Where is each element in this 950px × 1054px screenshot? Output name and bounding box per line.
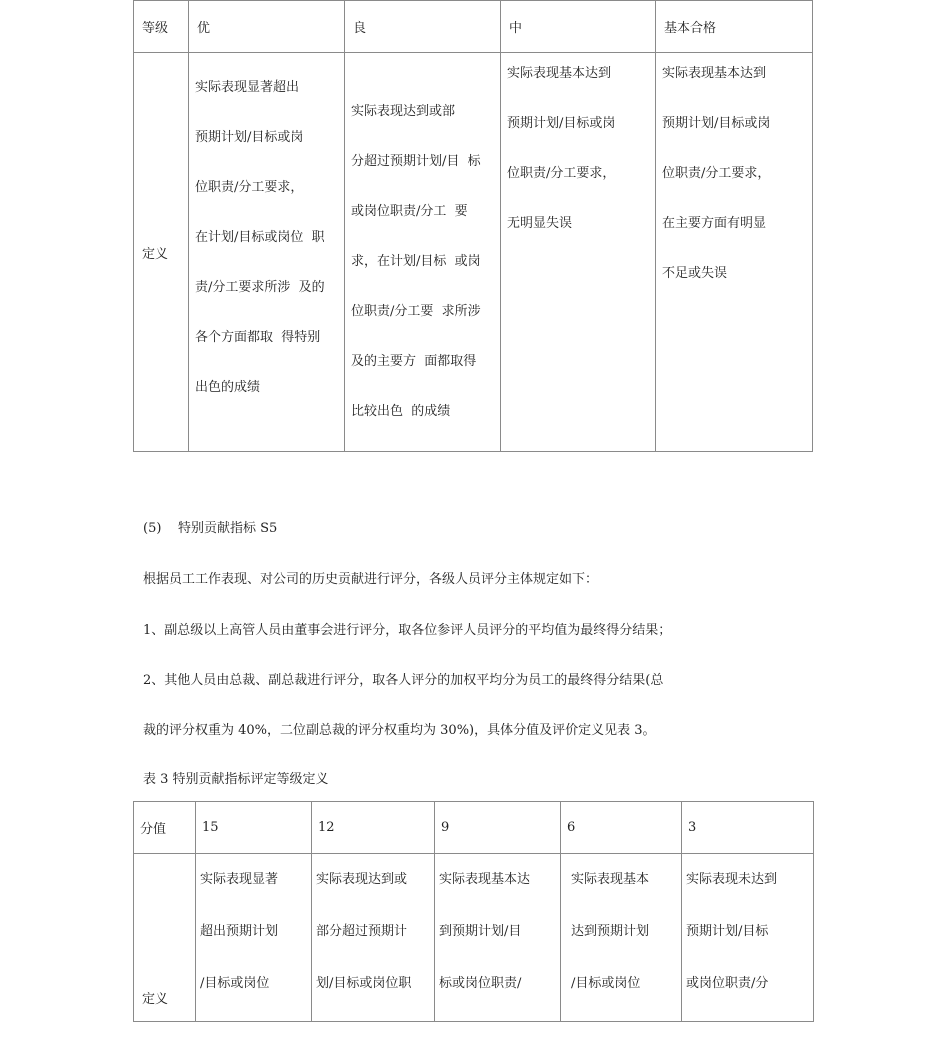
definition-cell-excellent: 实际表现显著超出 预期计划/目标或岗 位职责/分工要求， 在计划/目标或岗位 职 责/分工要求所涉 及的 各个方面都取 得特别 出色的成绩 [189, 53, 345, 452]
definition-cell-9: 实际表现基本达 到预期计划/目 标或岗位职责/ [435, 854, 561, 1022]
grade-definition-table [133, 0, 813, 452]
header-cell-3: 3 [682, 802, 814, 854]
row-label-definition: 定义 [134, 53, 189, 452]
definition-cell-medium: 实际表现基本达到 预期计划/目标或岗 位职责/分工要求， 无明显失误 [501, 53, 656, 452]
definition-cell-6: 实际表现基本 达到预期计划 /目标或岗位 [561, 854, 682, 1022]
list-item: 2、其他人员由总裁、副总裁进行评分，取各人评分的加权平均分为员工的最终得分结果(总 [143, 673, 664, 688]
definition-cell-12: 实际表现达到或 部分超过预期计 划/目标或岗位职 [312, 854, 435, 1022]
header-cell-9: 9 [435, 802, 561, 854]
header-cell-score: 分值 [134, 802, 196, 854]
section-heading: (5) 特别贡献指标 S5 [143, 521, 278, 536]
header-cell-medium: 中 [501, 1, 656, 53]
list-item-continued: 裁的评分权重为 40%，二位副总裁的评分权重均为 30%)，具体分值及评价定义见表 3。 [143, 723, 656, 738]
score-definition-table [133, 801, 814, 1022]
header-cell-15: 15 [196, 802, 312, 854]
header-cell-6: 6 [561, 802, 682, 854]
definition-cell-15: 实际表现显著 超出预期计划 /目标或岗位 [196, 854, 312, 1022]
intro-paragraph: 根据员工工作表现、对公司的历史贡献进行评分，各级人员评分主体规定如下： [143, 572, 599, 587]
definition-cell-3: 实际表现未达到 预期计划/目标 或岗位职责/分 [682, 854, 814, 1022]
header-cell-grade: 等级 [134, 1, 189, 53]
header-cell-excellent: 优 [189, 1, 345, 53]
table-row [134, 854, 814, 1022]
definition-cell-good: 实际表现达到或部 分超过预期计划/目 标 或岗位职责/分工 要 求，在计划/目标 或岗 位职责/分工要 求所涉 及的主要方 面都取得 比较出色 的成绩 [345, 53, 501, 452]
header-cell-12: 12 [312, 802, 435, 854]
header-cell-basic-pass: 基本合格 [656, 1, 813, 53]
table-header-row [134, 802, 814, 854]
table-caption: 表 3 特别贡献指标评定等级定义 [143, 772, 329, 787]
table-header-row [134, 1, 813, 53]
list-item: 1、副总级以上高管人员由董事会进行评分，取各位参评人员评分的平均值为最终得分结果； [143, 623, 672, 638]
row-label-definition: 定义 [134, 854, 196, 1022]
table-row [134, 53, 813, 452]
definition-cell-basic-pass: 实际表现基本达到 预期计划/目标或岗 位职责/分工要求， 在主要方面有明显 不足或失误 [656, 53, 813, 452]
header-cell-good: 良 [345, 1, 501, 53]
